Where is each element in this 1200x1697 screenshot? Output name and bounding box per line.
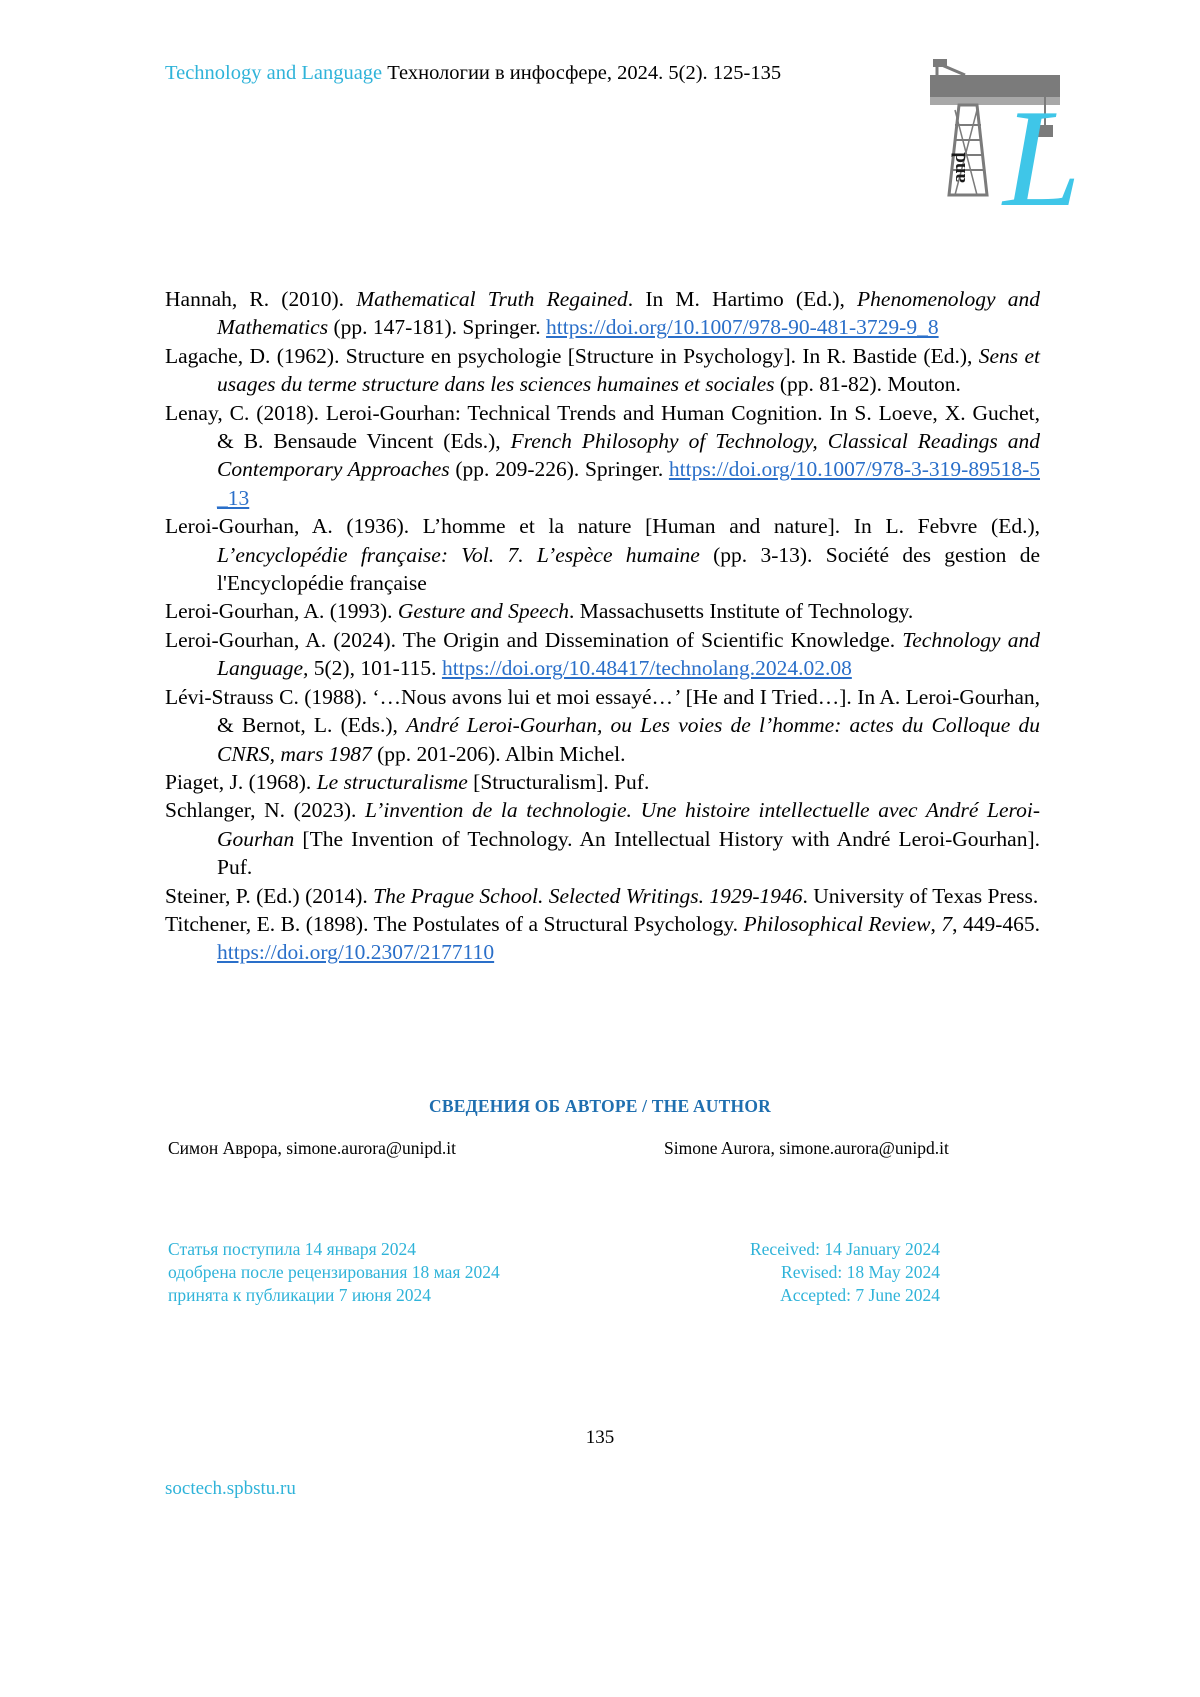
site-url[interactable]: soctech.spbstu.ru <box>165 1478 296 1499</box>
reference-text: [He and I Tried…]. In A. Leroi-Gourhan, & Bernot, L. (Eds.), <box>217 684 1040 738</box>
reference-text: . Massachusetts Institute of Technology. <box>569 599 914 624</box>
reference-entry <box>165 597 1040 625</box>
reference-title-italic: L’encyclopédie française: Vol. 7. L’espèce humaine <box>217 542 700 567</box>
submission-date-line: одобрена после рецензирования 18 мая 2024 <box>168 1262 500 1282</box>
running-header <box>165 60 1045 86</box>
reference-text: Lenay, C. (2018). Leroi-Gourhan: Technical Trends and Human Cognition. In S. Loeve, X. Guchet, & B. Bensaude Vincent (Eds.), <box>165 400 1040 454</box>
reference-text: [The Invention of Technology. An Intellectual History with André Leroi-Gourhan]. Puf. <box>217 826 1040 880</box>
reference-list <box>165 285 1040 967</box>
page-number: 135 <box>585 1427 615 1448</box>
reference-title-italic: The Prague School. Selected Writings. 1929-1946 <box>373 883 803 908</box>
reference-doi-link[interactable]: https://doi.org/10.1007/978-90-481-3729-9_8 <box>546 315 939 340</box>
reference-entry <box>165 626 1040 683</box>
reference-entry <box>165 910 1040 967</box>
reference-entry <box>165 342 1040 399</box>
reference-text: (pp. 81-82). Mouton. <box>774 372 961 397</box>
author-section-heading: СВЕДЕНИЯ ОБ АВТОРЕ / THE AUTHOR <box>429 1096 771 1116</box>
reference-text: . In M. Hartimo (Ed.), <box>627 287 858 311</box>
submission-date-line: Accepted: 7 June 2024 <box>780 1285 940 1305</box>
reference-text: . University of Texas Press. <box>802 883 1039 908</box>
journal-logo <box>925 55 1115 225</box>
author-info-ru: Симон Аврора, simone.aurora@unipd.it <box>168 1138 456 1158</box>
reference-text: Piaget, J. (1968). <box>165 769 317 794</box>
submission-date-line: Received: 14 January 2024 <box>749 1239 940 1259</box>
reference-title-italic: L’invention de la technologie. Une histoire intellectuelle avec André Leroi-Gourhan <box>217 798 1040 851</box>
reference-title-italic: 7 <box>941 911 953 936</box>
reference-title-italic: Technology and Language, <box>217 627 1040 681</box>
reference-entry <box>165 796 1040 881</box>
reference-text: Schlanger, N. (2023). <box>165 798 365 823</box>
reference-entry <box>165 512 1040 597</box>
header-issue-info: Технологии в инфосфере, 2024. 5(2). 125-135 <box>382 62 782 84</box>
reference-text: Leroi-Gourhan, A. (1993). <box>165 599 398 624</box>
reference-text: Lagache, D. (1962). Structure en psychologie [Structure in Psychology]. In R. Bastide (Ed.), <box>165 343 979 368</box>
submission-date-line: Revised: 18 May 2024 <box>781 1262 940 1282</box>
reference-doi-link[interactable]: https://doi.org/10.48417/technolang.2024.02.08 <box>441 656 852 681</box>
reference-title-italic: Mathematical Truth Regained <box>356 287 628 311</box>
author-info-en: Simone Aurora, simone.aurora@unipd.it <box>664 1138 949 1158</box>
reference-title-italic: French Philosophy of Technology, Classical Readings and Contemporary Approaches <box>217 429 1041 482</box>
reference-text: Steiner, P. (Ed.) (2014). <box>165 883 374 908</box>
submission-date-line: Статья поступила 14 января 2024 <box>168 1239 417 1259</box>
submission-dates-en <box>600 1238 940 1307</box>
reference-text: (pp. 3-13). Société des gestion de l'Encyclopédie française <box>217 542 1040 596</box>
reference-entry <box>165 285 1040 342</box>
reference-title-italic: Gesture and Speech <box>397 599 570 624</box>
reference-text: , <box>930 911 942 936</box>
journal-name: Technology and Language <box>165 62 383 84</box>
reference-entry <box>165 399 1040 513</box>
reference-doi-link[interactable]: https://doi.org/10.1007/978-3-319-89518-5_13 <box>217 457 1040 510</box>
reference-text: Hannah, R. (2010). <box>165 287 357 311</box>
reference-title-italic: Phenomenology and Mathematics <box>217 287 1040 340</box>
reference-text: (pp. 209-226). Springer. <box>449 457 669 482</box>
reference-text: , 449-465. <box>952 911 1040 936</box>
reference-text: Lévi-Strauss C. (1988). ‘…Nous avons lui et moi essayé… <box>165 684 673 709</box>
reference-title-italic: ’ <box>673 684 681 709</box>
reference-text: [Structuralism]. Puf. <box>467 769 650 794</box>
reference-text: (pp. 201-206). Albin Michel. <box>371 741 626 766</box>
submission-dates-ru <box>168 1238 500 1307</box>
svg-text:and: and <box>949 152 970 183</box>
reference-text: Leroi-Gourhan, A. (1936). L’homme et la nature [Human and nature]. In L. Febvre (Ed.), <box>165 514 1040 539</box>
svg-text:L: L <box>1003 81 1081 225</box>
reference-entry <box>165 683 1040 768</box>
reference-entry <box>165 768 1040 796</box>
reference-title-italic: Sens et usages du terme structure dans les sciences humaines et sociales <box>217 343 1040 397</box>
reference-text: Leroi-Gourhan, A. (2024). The Origin and Dissemination of Scientific Knowledge. <box>165 627 903 652</box>
reference-title-italic: Le structuralisme <box>316 769 468 794</box>
reference-text: (pp. 147-181). Springer. <box>328 315 547 340</box>
reference-title-italic: André Leroi-Gourhan, ou Les voies de l’homme: actes du Colloque du CNRS, mars 1987 <box>217 713 1040 766</box>
reference-doi-link[interactable]: https://doi.org/10.2307/2177110 <box>217 940 495 965</box>
reference-text: Titchener, E. B. (1898). The Postulates of a Structural Psychology. <box>165 911 744 936</box>
reference-text: 5(2), 101-115. <box>308 656 442 681</box>
reference-entry <box>165 882 1040 910</box>
reference-title-italic: Philosophical Review <box>743 911 931 936</box>
submission-date-line: принята к публикации 7 июня 2024 <box>168 1285 432 1305</box>
